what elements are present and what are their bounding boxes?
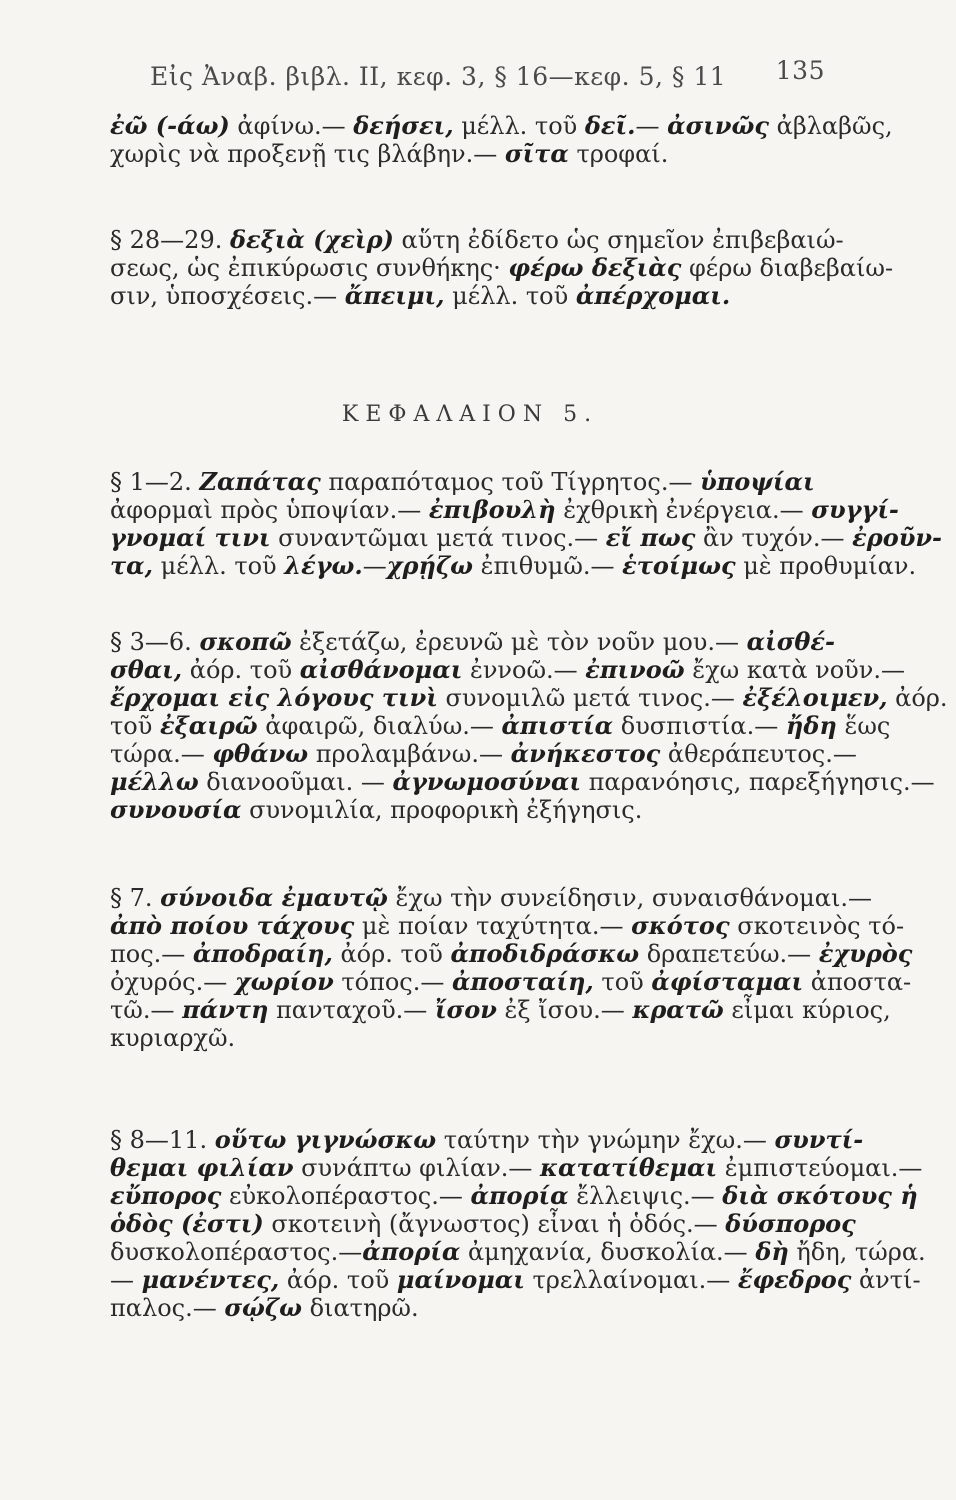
gloss: σεως, ὡς ἐπικύρωσις συνθήκης·	[110, 254, 509, 282]
gloss: ἀβλαβῶς,	[769, 112, 893, 140]
gloss: ἀόρ. τοῦ	[182, 656, 300, 684]
text-line	[110, 468, 830, 496]
section-ref: § 8—11.	[110, 1126, 215, 1154]
gloss: μέλλ. τοῦ	[152, 552, 285, 580]
lemma: αἰσθέ-	[746, 627, 835, 656]
lemma: κρατῶ	[632, 995, 724, 1024]
lemma: Ζαπάτας	[199, 467, 321, 496]
text-line	[110, 1209, 856, 1238]
gloss: παλος.—	[110, 1294, 225, 1322]
glossary-block-5	[110, 883, 913, 1052]
lemma: λέγω.	[284, 551, 363, 580]
lemma: συνουσία	[110, 795, 242, 824]
gloss: ἀμηχανία, δυσκολία.—	[460, 1238, 756, 1266]
gloss: ἀφαιρῶ, διαλύω.—	[257, 712, 502, 740]
gloss: ἔχω τὴν συνείδησιν, συναισθάνομαι.—	[387, 884, 872, 912]
gloss: προλαμβάνω.—	[308, 740, 511, 768]
section-ref: § 7.	[110, 884, 161, 912]
text-line	[110, 1125, 864, 1154]
lemma: ἀνήκεστος	[510, 739, 661, 768]
glossary-block-2	[110, 225, 894, 310]
lemma: σῴζω	[224, 1293, 302, 1322]
text-line	[110, 711, 891, 740]
lemma: ἴσον	[434, 995, 497, 1024]
gloss: δυσπιστία.—	[613, 712, 786, 740]
lemma: ἀπέρχομαι.	[575, 281, 731, 310]
text-line	[110, 495, 899, 524]
lemma: αἰσθάνομαι	[299, 655, 463, 684]
text-line	[110, 1294, 830, 1322]
text-line	[110, 655, 905, 684]
gloss: ἔχω κατὰ νοῦν.—	[684, 656, 905, 684]
gloss: ἔλλειψις.—	[568, 1182, 723, 1210]
gloss: ἀθεράπευτος.—	[660, 740, 857, 768]
gloss: εὐκολοπέραστος.—	[221, 1182, 471, 1210]
lemma: μαίνομαι	[396, 1265, 525, 1294]
gloss: ἐπιθυμῶ.—	[473, 552, 623, 580]
lemma: εἴ πως	[605, 523, 696, 552]
lemma: ἀπορία	[362, 1237, 461, 1266]
lemma: ἀσινῶς	[667, 111, 769, 140]
gloss: ἀόρ. τοῦ	[279, 1266, 397, 1294]
lemma: ἀποδραίη,	[192, 939, 333, 968]
gloss: ἐξετάζω, ἐρευνῶ μὲ τὸν νοῦν μου.—	[291, 628, 747, 656]
gloss: ὀχυρός.—	[110, 968, 235, 996]
gloss: συνάπτω φιλίαν.—	[293, 1154, 541, 1182]
text-line	[110, 111, 893, 140]
gloss: πος.—	[110, 940, 193, 968]
lemma: σῖτα	[504, 139, 569, 168]
lemma: ἐῶ (-άω)	[110, 111, 230, 140]
lemma: πάντη	[182, 995, 269, 1024]
lemma: σκοπῶ	[199, 627, 292, 656]
gloss: ἕως	[836, 712, 891, 740]
lemma: ἄπειμι,	[344, 281, 445, 310]
lemma: ἀποσταίη,	[452, 967, 594, 996]
gloss: ἀόρ.	[887, 684, 948, 712]
text-line	[110, 911, 905, 940]
lemma: ἐχυρὸς	[818, 939, 913, 968]
gloss: μὲ ποίαν ταχύτητα.—	[354, 912, 632, 940]
text-line	[110, 683, 948, 712]
lemma: θεμαι φιλίαν	[110, 1153, 294, 1182]
lemma: δύσπορος	[725, 1209, 856, 1238]
lemma: ἑτοίμως	[622, 551, 736, 580]
lemma: δὴ	[755, 1237, 789, 1266]
lemma: ἔφεδρος	[737, 1265, 852, 1294]
text-line	[110, 1265, 921, 1294]
gloss: συναντῶμαι μετά τινος.—	[270, 524, 606, 552]
lemma: ἐπινοῶ	[585, 655, 685, 684]
section-ref: § 3—6.	[110, 628, 200, 656]
lemma: ἐξαιρῶ	[159, 711, 258, 740]
gloss: σκοτεινὴ (ἄγνωστος) εἶναι ἡ ὁδός.—	[263, 1210, 726, 1238]
gloss: αὕτη ἐδίδετο ὡς σημεῖον ἐπιβεβαιώ-	[393, 226, 844, 254]
gloss: ἀντί-	[851, 1266, 921, 1294]
gloss: ἀφίνω.—	[229, 112, 354, 140]
text-line	[110, 995, 891, 1024]
gloss: παρανόησις, παρεξήγησις.—	[581, 768, 935, 796]
text-line	[110, 551, 917, 580]
gloss: δραπετεύω.—	[639, 940, 819, 968]
lemma: σθαι,	[110, 655, 183, 684]
gloss: εἶμαι κύριος,	[723, 996, 891, 1024]
gloss: ἐμπιστεύομαι.—	[717, 1154, 923, 1182]
gloss: συνομιλῶ μετά τινος.—	[437, 684, 743, 712]
gloss: ἐχθρικὴ ἐνέργεια.—	[555, 496, 812, 524]
section-ref: § 28—29.	[110, 226, 230, 254]
gloss: μέλλ. τοῦ	[453, 112, 585, 140]
lemma: δεξιὰ (χεὶρ)	[229, 225, 394, 254]
gloss: συνομιλία, προφορικὴ ἐξήγησις.	[241, 796, 643, 824]
gloss: τοῦ	[593, 968, 652, 996]
text-line	[110, 627, 835, 656]
lemma: μανέντες,	[141, 1265, 280, 1294]
gloss: τρελλαίνομαι.—	[524, 1266, 738, 1294]
lemma: μέλλω	[110, 767, 199, 796]
text-line	[110, 225, 844, 254]
gloss: ἀόρ. τοῦ	[332, 940, 451, 968]
text-line	[110, 1237, 926, 1266]
page-number: 135	[775, 56, 825, 85]
gloss: ἐννοῶ.—	[462, 656, 586, 684]
lemma: σύνοιδα ἐμαυτῷ	[160, 883, 388, 912]
gloss: —	[635, 112, 668, 140]
gloss: διανοοῦμαι. —	[198, 768, 393, 796]
gloss: μέλλ. τοῦ	[444, 282, 576, 310]
chapter-title: ΚΕΦΑΛΑΙΟΝ 5.	[341, 402, 599, 427]
lemma: συγγί-	[811, 495, 899, 524]
lemma: ἐπιβουλὴ	[428, 495, 556, 524]
gloss: φέρω διαβεβαίω-	[681, 254, 894, 282]
text-line	[110, 767, 935, 796]
lemma: κατατίθεμαι	[540, 1153, 718, 1182]
lemma: συντί-	[774, 1125, 864, 1154]
running-title: Εἰς Ἀναβ. βιβλ. ΙΙ, κεφ. 3, § 16—κεφ. 5, § 11	[150, 62, 727, 91]
lemma: σκότος	[631, 911, 730, 940]
gloss: —	[362, 552, 387, 580]
text-line	[110, 282, 830, 310]
lemma: δεήσει,	[353, 111, 454, 140]
text-line	[110, 796, 830, 824]
gloss: —	[110, 1266, 142, 1294]
lemma: ἀπιστία	[501, 711, 614, 740]
glossary-block-6	[110, 1125, 926, 1322]
gloss: σιν, ὑποσχέσεις.—	[110, 282, 345, 310]
text-line	[110, 883, 872, 912]
lemma: ἀφίσταμαι	[651, 967, 804, 996]
lemma: ὁδὸς (ἐστι)	[110, 1209, 264, 1238]
text-line	[110, 1153, 923, 1182]
gloss: τώρα.—	[110, 740, 213, 768]
lemma: ὑποψίαι	[700, 467, 815, 496]
glossary-block-4	[110, 627, 948, 824]
text-line	[110, 253, 894, 282]
text-line	[110, 523, 942, 552]
gloss: τόπος.—	[333, 968, 452, 996]
section-ref: § 1—2.	[110, 468, 200, 496]
lemma: ἐροῦν-	[852, 523, 942, 552]
lemma: γνομαί τινι	[110, 523, 271, 552]
text-line	[110, 967, 912, 996]
gloss: κυριαρχῶ.	[110, 1024, 236, 1052]
lemma: τα,	[110, 551, 153, 580]
glossary-block-3	[110, 467, 942, 580]
gloss: παραπόταμος τοῦ Τίγρητος.—	[320, 468, 701, 496]
gloss: χωρὶς νὰ προξενῇ τις βλάβην.—	[110, 140, 505, 168]
gloss: τοῦ	[110, 712, 160, 740]
glossary-block-1	[110, 111, 893, 168]
lemma: φθάνω	[212, 739, 309, 768]
lemma: διὰ σκότους ἡ	[722, 1181, 918, 1210]
gloss: ἀφορμαὶ πρὸς ὑποψίαν.—	[110, 496, 429, 524]
lemma: εὔπορος	[110, 1181, 222, 1210]
gloss: διατηρῶ.	[301, 1294, 419, 1322]
lemma: ἀπορία	[470, 1181, 569, 1210]
gloss: ἂν τυχόν.—	[695, 524, 853, 552]
text-line	[110, 939, 913, 968]
gloss: ἀποστα-	[803, 968, 912, 996]
gloss: τῶ.—	[110, 996, 183, 1024]
gloss: σκοτεινὸς τό-	[729, 912, 905, 940]
text-line	[110, 739, 857, 768]
lemma: ἤδη	[785, 711, 837, 740]
gloss: δυσκολοπέραστος.—	[110, 1238, 363, 1266]
gloss: ἐξ ἴσου.—	[496, 996, 633, 1024]
lemma: ἀποδιδράσκω	[450, 939, 640, 968]
gloss: ταύτην τὴν γνώμην ἔχω.—	[436, 1126, 775, 1154]
lemma: οὕτω γιγνώσκω	[214, 1125, 437, 1154]
text-line	[110, 1181, 918, 1210]
gloss: ἤδη, τώρα.	[788, 1238, 926, 1266]
lemma: χρῄζω	[386, 551, 474, 580]
lemma: χωρίον	[234, 967, 334, 996]
text-line	[110, 140, 830, 168]
lemma: δεῖ.	[584, 111, 636, 140]
lemma: ἀπὸ ποίου τάχους	[110, 911, 355, 940]
lemma: ἐξέλοιμεν,	[742, 683, 888, 712]
lemma: φέρω δεξιὰς	[508, 253, 682, 282]
lemma: ἀγνωμοσύναι	[392, 767, 582, 796]
gloss: πανταχοῦ.—	[268, 996, 435, 1024]
gloss: τροφαί.	[568, 140, 669, 168]
gloss: μὲ προθυμίαν.	[735, 552, 917, 580]
text-line	[110, 1024, 830, 1052]
lemma: ἔρχομαι εἰς λόγους τινὶ	[110, 683, 438, 712]
